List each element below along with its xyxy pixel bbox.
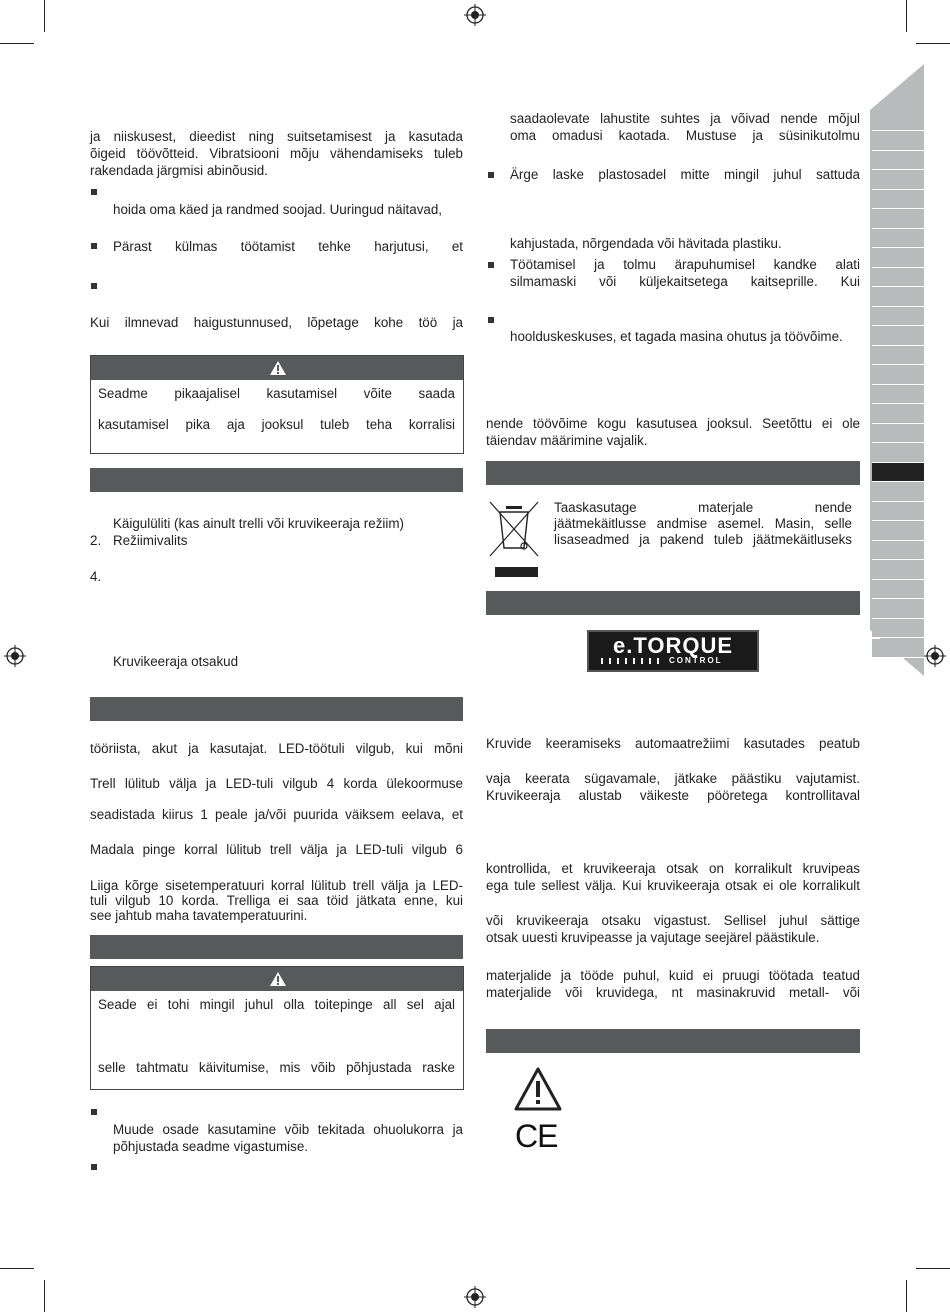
crop-mark (44, 1280, 45, 1312)
logo-main-text: e.TORQUE (612, 633, 734, 658)
registration-mark-icon (4, 645, 26, 667)
bullet-marker (91, 283, 97, 289)
list-item: Käigulüliti (kas ainult trelli või kruvikeeraja režiim) (113, 516, 404, 531)
warning-text: selle tahtmatu käivitumise, mis võib põhjustada raske (98, 1060, 455, 1075)
list-number: 2. (90, 533, 102, 548)
language-tab (872, 580, 924, 599)
section-header-bar (90, 935, 463, 959)
language-tab (872, 424, 924, 443)
bullet-marker (91, 189, 97, 195)
warning-box (90, 355, 464, 454)
warning-text: kasutamisel pika aja jooksul tuleb teha korralisi (98, 417, 455, 432)
language-tab (872, 483, 924, 502)
language-tab (872, 268, 924, 287)
language-tab (872, 405, 924, 424)
list-number: 4. (90, 569, 102, 584)
paragraph-line: oma omadusi kaotada. Mustuse ja süsinikutolmu (510, 128, 860, 143)
led-line: tööriista, akut ja kasutajat. LED-töötuli vilgub, kui mõni (90, 741, 463, 756)
bullet-marker (488, 262, 494, 268)
paragraph-line: täiendav määrimine vajalik. (486, 433, 648, 448)
crop-mark (0, 43, 34, 44)
language-tab (872, 327, 924, 346)
led-line: Madala pinge korral lülitub trell välja ja LED-tuli vilgub 6 (90, 842, 463, 857)
language-tab (872, 210, 924, 229)
intro-line: rakendada järgmisi abinõusid. (90, 163, 268, 178)
language-tab (872, 190, 924, 209)
recycle-line: Taaskasutage materjale nende (554, 500, 852, 515)
crossed-bin-icon (488, 498, 540, 580)
warning-header (91, 967, 463, 991)
crop-mark (906, 0, 907, 32)
crop-mark (916, 1268, 950, 1269)
screw-line: Kruvide keeramiseks automaatrežiimi kasutades peatub (486, 736, 860, 751)
bullet-marker (91, 1164, 97, 1170)
language-tab (872, 502, 924, 521)
paragraph-line: saadaolevate lahustite suhtes ja võivad nende mõjul (510, 111, 860, 126)
crop-mark (916, 43, 950, 44)
language-tab (872, 288, 924, 307)
bullet-text: põhjustada seadme vigastumise. (113, 1139, 309, 1154)
language-tab (872, 639, 924, 658)
section-header-bar (486, 591, 860, 615)
registration-mark-icon (464, 1286, 486, 1308)
language-tab (872, 346, 924, 365)
language-tab (872, 385, 924, 404)
bullet-text: Pärast külmas töötamist tehke harjutusi, et (113, 239, 463, 254)
language-tab (872, 132, 924, 151)
language-tab (872, 151, 924, 170)
language-tab (872, 619, 924, 638)
paragraph-line: nende töövõime kogu kasutusea jooksul. Seetõttu ei ole (486, 416, 860, 431)
led-line: Trell lülitub välja ja LED-tuli vilgub 4 korda ülekoormuse (90, 776, 463, 791)
bullet-text: silmamaski või küljekaitsetega kaitseprille. Kui (510, 274, 860, 289)
ce-mark-icon: CE (515, 1118, 558, 1154)
screw-line: ega tule sellest välja. Kui kruvikeeraja otsak ei ole korralikult (486, 878, 860, 893)
temp-line: tuli vilgub 10 korda. Trelliga ei saa töid jätkata enne, kui (90, 893, 463, 908)
logo-ticks (601, 658, 663, 664)
bullet-marker (488, 172, 494, 178)
language-tab (872, 522, 924, 541)
language-tab (872, 229, 924, 248)
temp-line: Liiga kõrge sisetemperatuuri korral lülitub trell välja ja LED- (90, 878, 463, 893)
recycle-line: jäätmekäitlusse andmise asemel. Masin, selle (554, 516, 852, 531)
warning-text: Seade ei tohi mingil juhul olla toitepinge all sel ajal (98, 997, 455, 1012)
language-tab (872, 541, 924, 560)
warning-box (90, 966, 464, 1090)
paragraph-line: kahjustada, nõrgendada või hävitada plastiku. (510, 236, 782, 251)
crop-mark (0, 1268, 34, 1269)
intro-line: ja niiskusest, dieedist ning suitsetamisest ja kasutada (90, 129, 463, 144)
screw-line: materjalide või kruvidega, nt masinakruvid metall- või (486, 985, 860, 1000)
crop-mark (44, 0, 45, 32)
screw-line: kontrollida, et kruvikeeraja otsak on korralikult kruvipeas (486, 861, 860, 876)
warning-triangle-icon (513, 1066, 563, 1112)
registration-mark-icon (464, 4, 486, 26)
language-tab (872, 249, 924, 268)
logo-sub-text: CONTROL (669, 656, 723, 665)
section-header-bar (90, 468, 463, 492)
registration-mark-icon (924, 645, 946, 667)
warning-triangle-icon (269, 971, 287, 987)
list-item: Kruvikeeraja otsakud (113, 654, 239, 669)
bullet-marker (488, 317, 494, 323)
screw-line: või kruvikeeraja otsaku vigastust. Sellisel juhul sättige (486, 913, 860, 928)
bullet-text: Ärge laske plastosadel mitte mingil juhul sattuda (510, 167, 860, 182)
paragraph: Kui ilmnevad haigustunnused, lõpetage kohe töö ja (90, 315, 463, 330)
warning-text: Seadme pikaajalisel kasutamisel võite saada (98, 386, 455, 401)
warning-triangle-icon (269, 360, 287, 376)
recycle-line: lisaseadmed ja pakend tuleb jäätmekäitluseks (554, 532, 852, 547)
language-tab (872, 600, 924, 619)
language-tab (872, 561, 924, 580)
etorque-logo (587, 630, 759, 672)
led-line: seadistada kiirus 1 peale ja/või puurida väiksem eelava, et (90, 807, 463, 822)
bullet-text: Töötamisel ja tolmu ärapuhumisel kandke alati (510, 257, 860, 272)
intro-line: õigeid töövõtteid. Vibratsiooni mõju vähendamiseks tuleb (90, 146, 463, 161)
language-tab (872, 307, 924, 326)
bullet-marker (91, 1109, 97, 1115)
bullet-text: hoida oma käed ja randmed soojad. Uuringud näitavad, (113, 202, 443, 217)
warning-header (91, 356, 463, 380)
crop-mark (906, 1280, 907, 1312)
language-tab (872, 112, 924, 131)
language-tab-active (872, 463, 924, 482)
section-header-bar (486, 1029, 860, 1053)
bullet-marker (91, 243, 97, 249)
section-header-bar (90, 697, 463, 721)
screw-line: vaja keerata sügavamale, jätkake päästiku vajutamist. (486, 771, 860, 786)
section-header-bar (486, 461, 860, 485)
screw-line: otsak uuesti kruvipeasse ja vajutage seejärel päästikule. (486, 930, 820, 945)
language-tab (872, 366, 924, 385)
screw-line: Kruvikeeraja alustab väikeste pööretega kontrollitaval (486, 788, 860, 803)
list-item: Režiimivalits (113, 533, 188, 548)
screw-line: materjalide ja tööde puhul, kuid ei pruugi töötada teatud (486, 968, 860, 983)
language-tab (872, 171, 924, 190)
language-tab (872, 444, 924, 463)
bullet-text: Muude osade kasutamine võib tekitada ohuolukorra ja (113, 1122, 463, 1137)
bullet-text: hoolduskeskuses, et tagada masina ohutus ja töövõime. (510, 329, 843, 344)
temp-line: see jahtub maha tavatemperatuurini. (90, 908, 308, 923)
